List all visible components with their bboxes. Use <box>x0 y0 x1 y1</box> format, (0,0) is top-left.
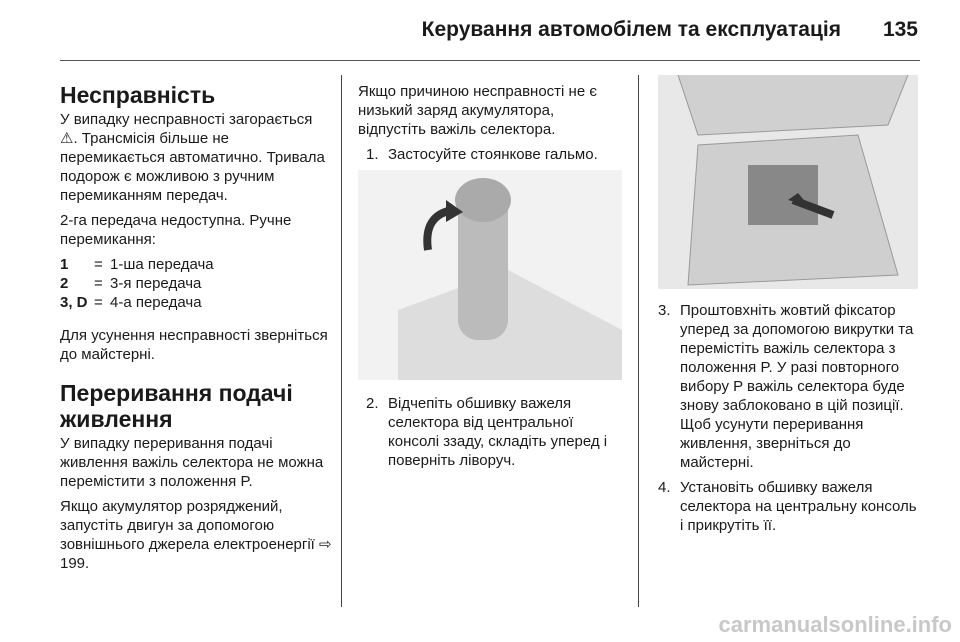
paragraph: У випадку несправності загорається ⚠. Трансмісія більше не перемикається автоматично. Тривала подорож є можливою з ручним перемиканням передач. <box>60 111 325 204</box>
gear-key: 3, D <box>60 294 88 311</box>
equals: = <box>94 294 103 311</box>
step-text: Відчепіть обшивку важеля селектора від центральної консолі ззаду, складіть уперед і поверніть ліворуч. <box>388 395 608 469</box>
watermark: carmanualsonline.info <box>718 612 952 637</box>
gear-lever-image <box>358 170 622 380</box>
section-heading: Переривання подачі живлення <box>60 380 293 432</box>
header-title: Керування автомобілем та експлуатація <box>421 18 841 41</box>
page-header <box>422 18 918 42</box>
step-number: 1. <box>366 146 379 163</box>
step-text: Застосуйте стоянкове гальмо. <box>388 146 598 163</box>
right-column <box>658 75 922 541</box>
step <box>358 145 626 164</box>
gear-value: 4-а передача <box>110 294 202 311</box>
gear-key: 2 <box>60 275 69 292</box>
step-number: 2. <box>366 395 379 412</box>
selector-lock-illustration <box>658 75 918 289</box>
gear-list <box>60 255 332 312</box>
section-heading: Несправність <box>60 82 216 108</box>
paragraph: У випадку переривання подачі живлення важіль селектора не можна перемістити з положення P. <box>60 435 324 490</box>
left-column <box>60 82 332 579</box>
paragraph: Якщо акумулятор розряджений, запустіть двигун за допомогою зовнішнього джерела електроенергії ⇨ 199. <box>60 498 332 572</box>
step-text: Установіть обшивку важеля селектора на центральну консоль і прикрутіть її. <box>680 479 917 534</box>
paragraph: 2-га передача недоступна. Ручне перемикання: <box>60 212 292 248</box>
middle-column <box>358 82 626 476</box>
header-rule <box>60 60 920 61</box>
gear-selector-illustration <box>358 170 622 380</box>
step <box>658 301 922 472</box>
equals: = <box>94 256 103 273</box>
selector-lock-image <box>658 75 918 289</box>
paragraph: Для усунення несправності зверніться до майстерні. <box>60 327 328 363</box>
step-number: 4. <box>658 479 671 496</box>
step <box>658 478 922 535</box>
column-divider <box>341 75 342 607</box>
equals: = <box>94 275 103 292</box>
gear-value: 1-ша передача <box>110 256 214 273</box>
step-text: Проштовхніть жовтий фіксатор уперед за допомогою викрутки та перемістіть важіль селектора з положення P. У разі повторного вибору P важіль селектора буде знову заблоковано в цій позиції. Щоб усунути переривання живлення, зверніться до майстерні. <box>680 302 914 471</box>
step <box>358 394 626 470</box>
gear-key: 1 <box>60 256 69 273</box>
page-number: 135 <box>882 18 918 41</box>
step-number: 3. <box>658 302 671 319</box>
gear-value: 3-я передача <box>110 275 202 292</box>
column-divider <box>638 75 639 607</box>
paragraph: Якщо причиною несправності не є низький заряд акумулятора, відпустіть важіль селектора. <box>358 83 598 138</box>
